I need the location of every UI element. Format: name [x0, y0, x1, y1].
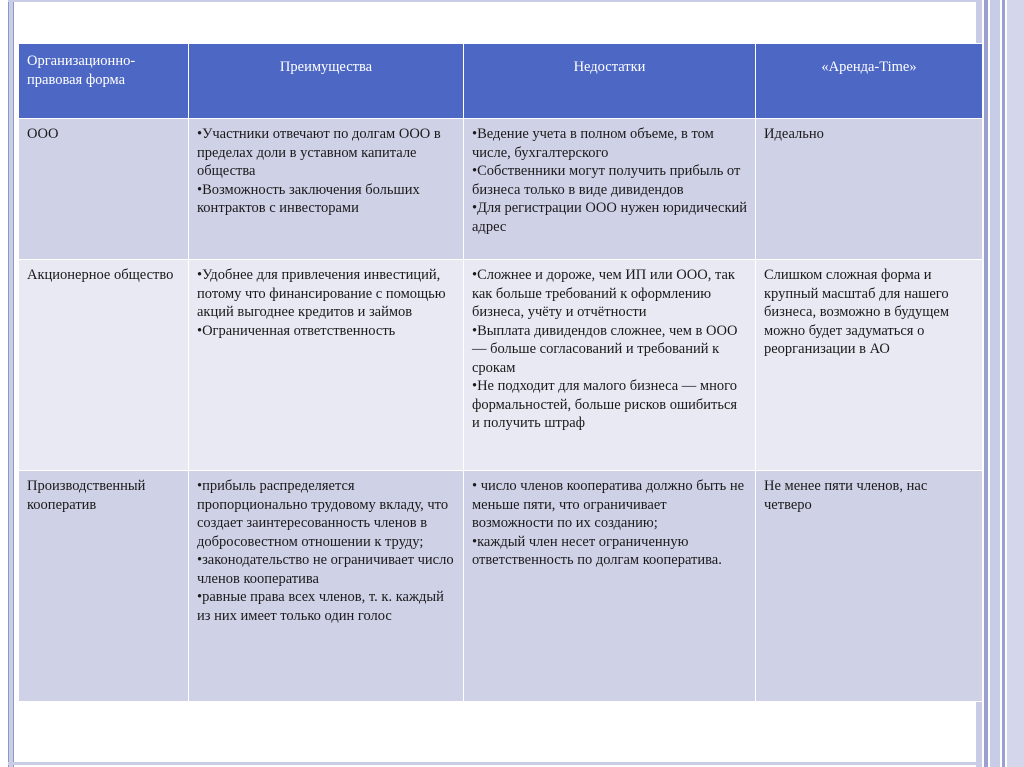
cell-arenda: Идеально [756, 119, 983, 260]
header-advantages: Преимущества [189, 44, 464, 119]
bullet-item: •Участники отвечают по долгам ООО в пределах доли в уставном капитале общества [197, 126, 441, 179]
table-header-row [19, 44, 983, 119]
bullet-item: •Ведение учета в полном объеме, в том числе, бухгалтерского [472, 126, 714, 161]
table-row [19, 260, 983, 471]
cell-form: Производственный кооператив [19, 471, 189, 702]
comparison-table [18, 43, 983, 702]
bullet-item: •каждый член несет ограниченную ответственность по долгам кооператива. [472, 533, 722, 568]
cell-arenda: Слишком сложная форма и крупный масштаб для нашего бизнеса, возможно в будущем можно будет задуматься о реорганизации в АО [756, 260, 983, 471]
bullet-item: •Сложнее и дороже, чем ИП или ООО, так как больше требований к оформлению бизнеса, учёту и отчётности [472, 267, 735, 320]
cell-form: ООО [19, 119, 189, 260]
bullet-item: •Не подходит для малого бизнеса — много формальностей, больше рисков ошибиться и получить штраф [472, 378, 738, 431]
bullet-item: •Для регистрации ООО нужен юридический адрес [472, 200, 748, 235]
bullet-item: •Выплата дивидендов сложнее, чем в ООО — больше согласований и требований к срокам [472, 322, 738, 376]
bullet-item: •Собственники могут получить прибыль от бизнеса только в виде дивидендов [472, 163, 741, 198]
header-disadvantages: Недостатки [464, 44, 756, 119]
left-frame-border [8, 0, 14, 767]
bullet-item: • число членов кооператива должно быть не меньше пяти, что ограничивает возможности по их созданию; [472, 478, 745, 531]
bullet-item: •прибыль распределяется пропорционально трудовому вкладу, что создает заинтересованность членов в добросовестном отношении к труду; [197, 478, 449, 550]
bottom-frame-border [8, 762, 976, 765]
table-row [19, 471, 983, 702]
cell-form: Акционерное общество [19, 260, 189, 471]
bullet-item: •Возможность заключения больших контрактов с инвесторами [197, 181, 420, 216]
header-arenda-time: «Аренда-Time» [756, 44, 983, 119]
cell-disadvantages [464, 260, 756, 471]
bullet-item: •законодательство не ограничивает число членов кооператива [197, 552, 454, 587]
bullet-item: •Удобнее для привлечения инвестиций, потому что финансирование с помощью акций выгоднее кредитов и займов [197, 267, 446, 320]
bullet-item: •Ограниченная ответственность [197, 322, 396, 339]
cell-advantages [189, 119, 464, 260]
cell-disadvantages [464, 471, 756, 702]
header-form: Организационно-правовая форма [19, 44, 189, 119]
top-frame-border [8, 0, 976, 2]
cell-disadvantages [464, 119, 756, 260]
bullet-item: •равные права всех членов, т. к. каждый из них имеет только один голос [197, 589, 444, 624]
cell-advantages [189, 471, 464, 702]
right-decorative-stripes [976, 0, 1024, 767]
cell-advantages [189, 260, 464, 471]
cell-arenda: Не менее пяти членов, нас четверо [756, 471, 983, 702]
table-row [19, 119, 983, 260]
